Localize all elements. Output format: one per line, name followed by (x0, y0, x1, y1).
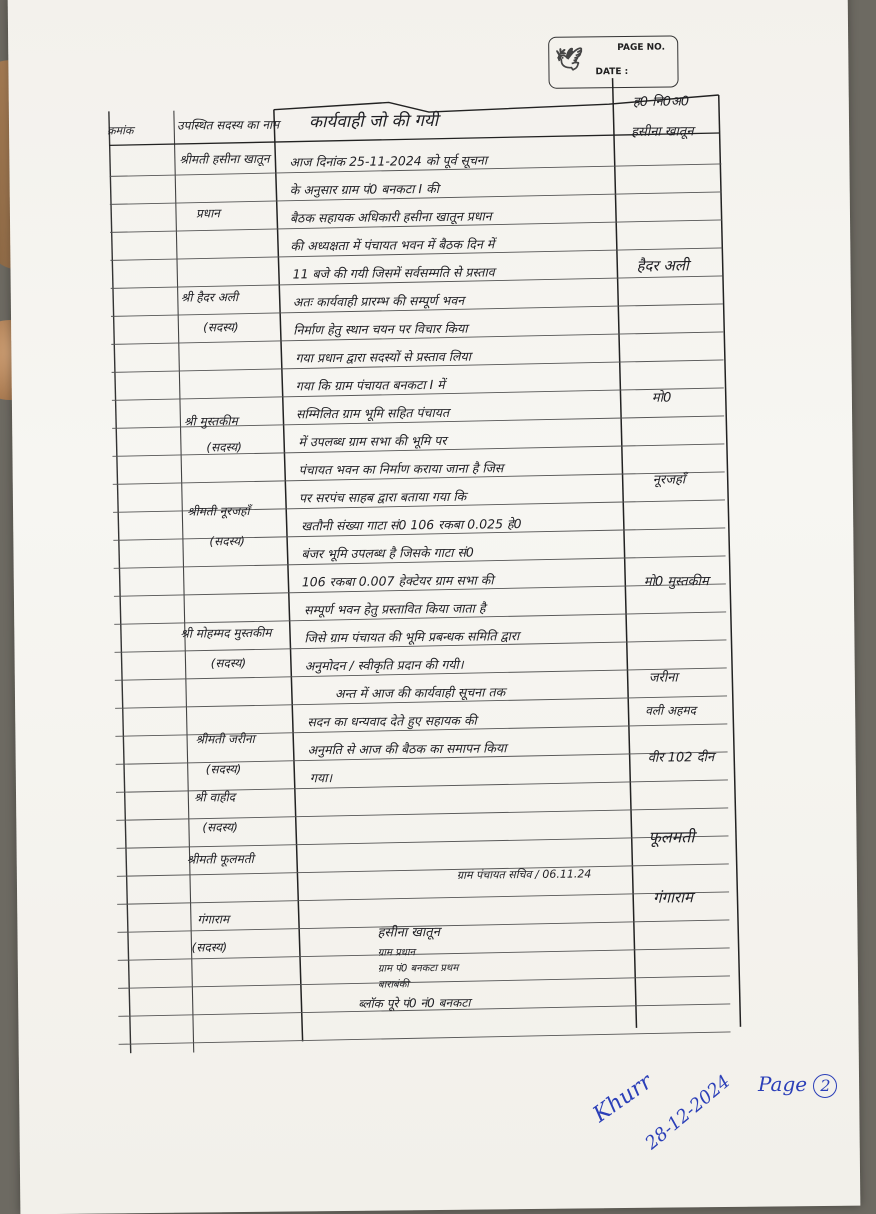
member-signature: वीर 102 दीन (647, 750, 715, 766)
attendee-role: (सदस्य) (210, 655, 247, 671)
proceedings-line: में उपलब्ध ग्राम सभा की भूमि पर (298, 432, 447, 450)
attendee-name: श्री वाहीद (193, 790, 236, 805)
attendee-role: (सदस्य) (203, 320, 239, 335)
proceedings-line: सदन का धन्यवाद देते हुए सहायक की (307, 712, 477, 730)
attendee-name: श्रीमती हसीना खातून (179, 151, 270, 167)
member-signature: फूलमती (648, 827, 695, 847)
footer-line: ग्राम प्रधान (377, 947, 416, 959)
proceedings-line: पंचायत भवन का निर्माण कराया जाना है जिस (298, 460, 504, 478)
member-signature: मो0 मुस्तकीम (643, 574, 709, 590)
attendee-role: (सदस्य) (209, 533, 245, 549)
member-signature: वली अहमद (645, 703, 697, 718)
attendee-name: श्रीमती जरीना (195, 731, 255, 747)
member-signature: नूरजहाँ (652, 472, 686, 488)
pradhan-signature: हसीना खातून (377, 924, 440, 941)
header-serial: क्रमांक (107, 124, 134, 138)
proceedings-line: अतः कार्यवाही प्रारम्भ की सम्पूर्ण भवन (292, 292, 465, 310)
proceedings-line: जिसे ग्राम पंचायत की भूमि प्रबन्धक समिति द्वारा (304, 628, 520, 646)
stamp-page-no: PAGE NO. (617, 42, 666, 54)
proceedings-line: खतौनी संख्या गाटा सं0 106 रकबा 0.025 हे0 (301, 516, 522, 534)
header-proceedings: कार्यवाही जो की गयी (308, 110, 439, 133)
attendee-role: (सदस्य) (191, 940, 228, 955)
header-attendee: उपस्थित सदस्य का नाम (176, 117, 280, 133)
attendee-role: (सदस्य) (205, 762, 242, 777)
attendee-name: श्री मुस्तकीम (184, 414, 238, 429)
member-signature: हसीना खातून (631, 124, 694, 140)
proceedings-line: गया प्रधान द्वारा सदस्यों से प्रस्ताव लिया (295, 348, 472, 366)
footer-line: ब्लॉक पूरे पं0 नं0 बनकटा (358, 995, 471, 1011)
footer-line: बाराबंकी (377, 979, 410, 991)
attendee-role: (सदस्य) (202, 820, 238, 835)
member-signature: जरीना (648, 670, 678, 686)
attendee-name: श्रीमती फूलमती (186, 851, 254, 867)
member-signature: मो0 (651, 390, 672, 406)
footer-line: ग्राम पं0 बनकटा प्रथम (377, 962, 459, 975)
proceedings-line: पर सरपंच साहब द्वारा बताया गया कि (298, 488, 467, 506)
secretary-signature: ग्राम पंचायत सचिव / 06.11.24 (456, 867, 592, 882)
proceedings-line: सम्मिलित ग्राम भूमि सहित पंचायत (295, 404, 450, 422)
page-number: 2 (813, 1074, 837, 1098)
attendee-name: श्री मोहम्मद मुस्तकीम (180, 625, 272, 641)
stamp-date: DATE : (595, 66, 629, 78)
proceedings-line: गया। (309, 770, 333, 786)
proceedings-line: सम्पूर्ण भवन हेतु प्रस्तावित किया जाता है (304, 600, 486, 618)
proceedings-line: अनुमोदन / स्वीकृति प्रदान की गयी। (304, 656, 464, 674)
officer-signature-text: Khurr (588, 1069, 658, 1128)
attendee-name: गंगाराम (197, 912, 230, 927)
page-label-text: Page (758, 1072, 808, 1096)
attendee-role: (सदस्य) (206, 440, 242, 455)
proceedings-line: की अध्यक्षता में पंचायत भवन में बैठक दिन में (290, 236, 495, 254)
bird-logo-icon: 🕊 (555, 47, 584, 73)
register-page (8, 0, 861, 1214)
proceedings-line: बैठक सहायक अधिकारी हसीना खातून प्रधान (289, 208, 492, 226)
member-signature: गंगाराम (653, 888, 693, 907)
proceedings-line: गया कि ग्राम पंचायत बनकटा I में (295, 376, 445, 394)
page-label (758, 1072, 837, 1098)
proceedings-line: 106 रकबा 0.007 हेक्टेयर ग्राम सभा की (301, 572, 494, 590)
attendee-role: प्रधान (195, 206, 220, 221)
header-signature: ह0 नि0अ0 (632, 94, 690, 110)
proceedings-line: के अनुसार ग्राम पं0 बनकटा I की (289, 180, 440, 198)
member-signature: हैदर अली (636, 256, 689, 275)
proceedings-line: निर्माण हेतु स्थान चयन पर विचार किया (293, 320, 468, 338)
proceedings-line: अन्त में आज की कार्यवाही सूचना तक (334, 684, 506, 702)
attendee-name: श्रीमती नूरजहाँ (186, 503, 250, 519)
signature-date: 28-12-2024 (641, 1071, 735, 1154)
attendee-name: श्री हैदर अली (180, 290, 239, 305)
proceedings-line: आज दिनांक 25-11-2024 को पूर्व सूचना (289, 152, 488, 170)
proceedings-line: अनुमति से आज की बैठक का समापन किया (307, 740, 507, 758)
proceedings-line: 11 बजे की गयी जिसमें सर्वसम्मति से प्रस्ताव (292, 264, 495, 282)
proceedings-line: बंजर भूमि उपलब्ध है जिसके गाटा सं0 (301, 544, 474, 562)
